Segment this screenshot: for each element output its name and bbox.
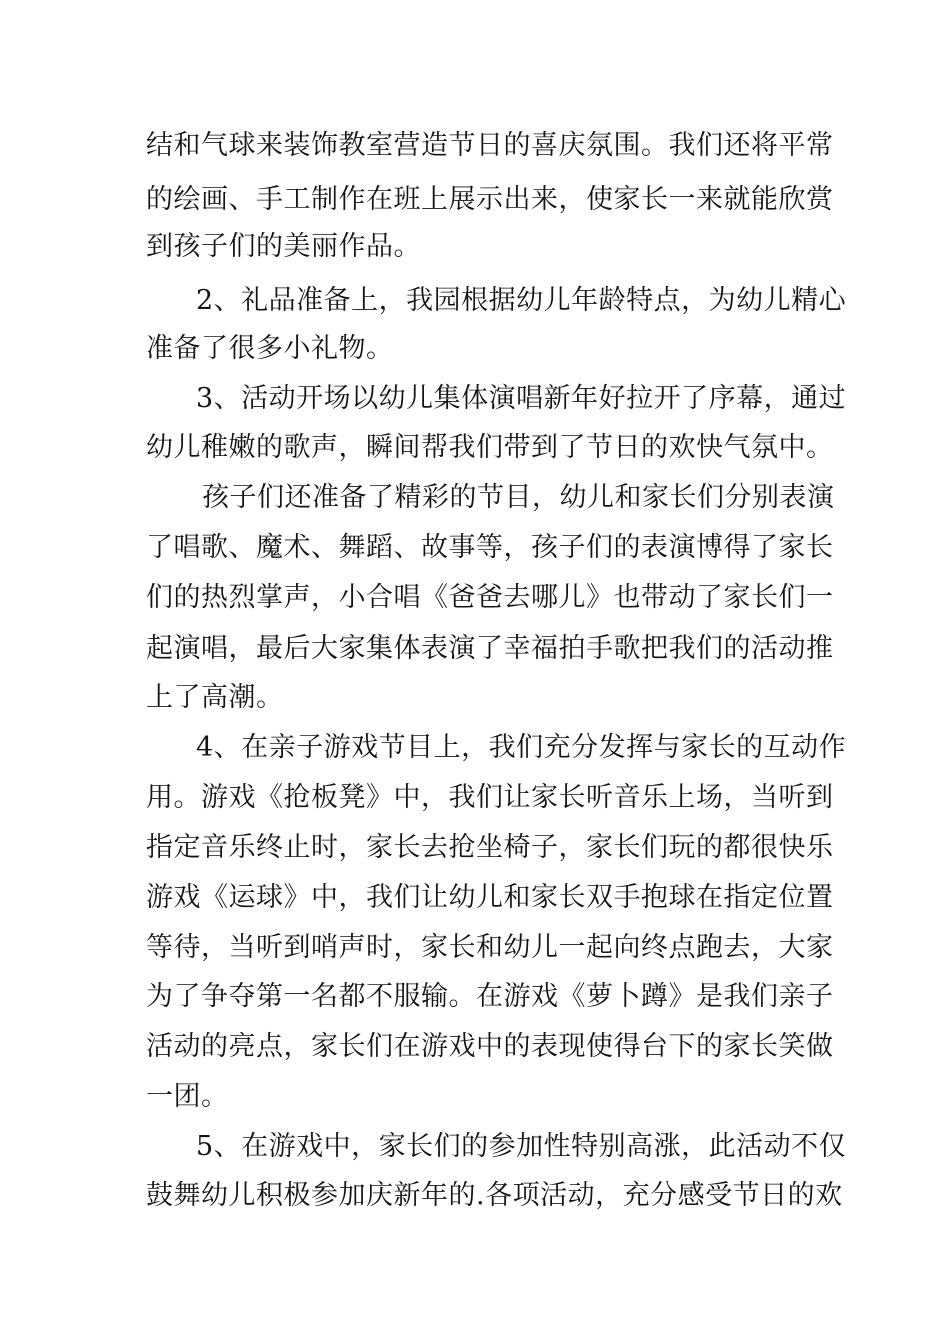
text-line: 了唱歌、魔术、舞蹈、故事等，孩子们的表演博得了家长: [146, 532, 834, 563]
text-line: 准备了很多小礼物。: [146, 333, 394, 364]
text-line: 为了争夺第一名都不服输。在游戏《萝卜蹲》是我们亲子: [146, 981, 834, 1012]
text-line: 4、在亲子游戏节目上，我们充分发挥与家长的互动作: [196, 732, 847, 763]
text-line: 游戏《运球》中，我们让幼儿和家长双手抱球在指定位置: [146, 882, 834, 913]
text-line: 幼儿稚嫩的歌声，瞬间帮我们带到了节日的欢快气氛中。: [146, 432, 834, 463]
text-line: 活动的亮点，家长们在游戏中的表现使得台下的家长笑做: [146, 1031, 834, 1062]
text-line: 鼓舞幼儿积极参加庆新年的.各项活动，充分感受节日的欢: [146, 1180, 843, 1211]
text-line: 上了高潮。: [146, 682, 284, 713]
text-line: 等待，当听到哨声时，家长和幼儿一起向终点跑去，大家: [146, 932, 834, 963]
text-line: 2、礼品准备上，我园根据幼儿年龄特点，为幼儿精心: [196, 285, 847, 316]
text-line: 用。游戏《抢板凳》中，我们让家长听音乐上场，当听到: [146, 782, 834, 813]
text-line: 到孩子们的美丽作品。: [146, 231, 421, 262]
text-line: 起演唱，最后大家集体表演了幸福拍手歌把我们的活动推: [146, 633, 834, 664]
text-line: 5、在游戏中，家长们的参加性特别高涨，此活动不仅: [196, 1131, 847, 1162]
text-line: 们的热烈掌声，小合唱《爸爸去哪儿》也带动了家长们一: [146, 582, 834, 613]
text-line: 指定音乐终止时，家长去抢坐椅子，家长们玩的都很快乐: [146, 832, 834, 863]
text-line: 的绘画、手工制作在班上展示出来，使家长一来就能欣赏: [146, 184, 834, 215]
text-line: 3、活动开场以幼儿集体演唱新年好拉开了序幕，通过: [196, 383, 847, 414]
text-line: 孩子们还准备了精彩的节目，幼儿和家长们分别表演: [202, 482, 835, 513]
text-line: 结和气球来装饰教室营造节日的喜庆氛围。我们还将平常: [146, 130, 834, 161]
text-line: 一团。: [146, 1081, 229, 1112]
